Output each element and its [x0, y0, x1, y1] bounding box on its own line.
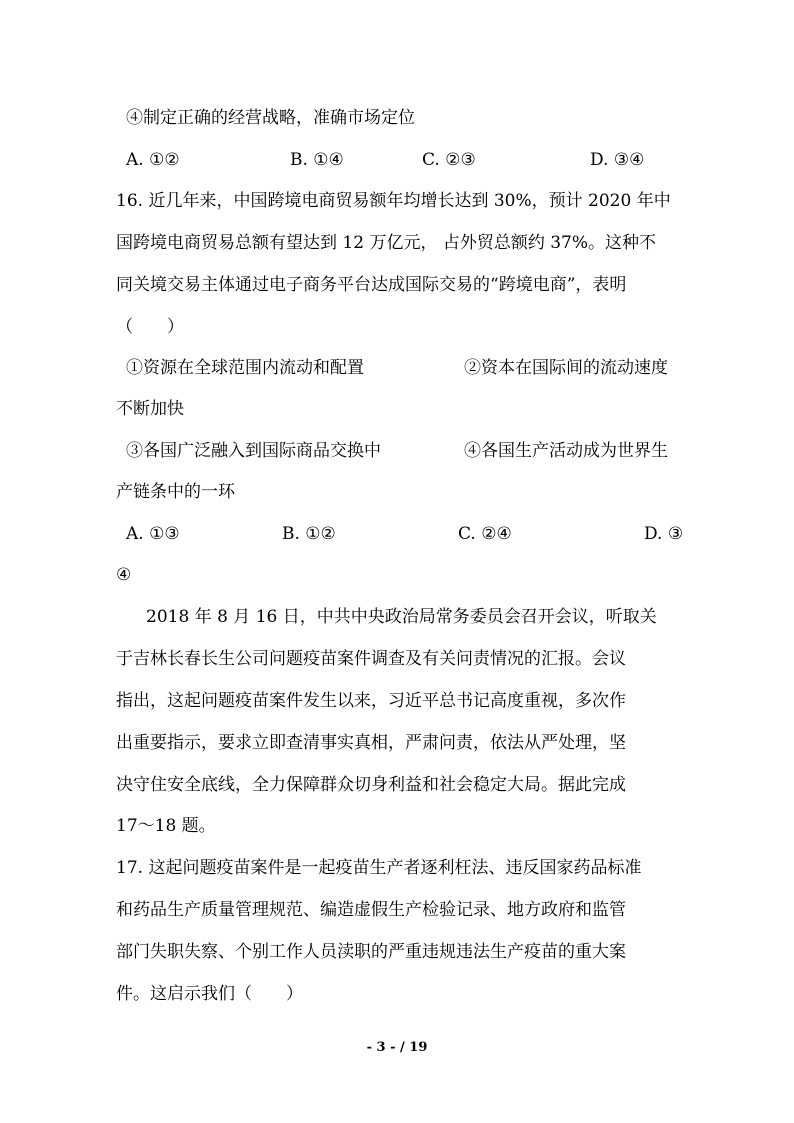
passage-line-6: 17～18 题。 [116, 816, 216, 836]
q17-stem-line-3: 部门失职失察、个别工作人员渎职的严重违规违法生产疫苗的重大案 [116, 942, 626, 962]
q16-answer-bracket: （ ） [116, 317, 184, 337]
q16-items-row-1 [126, 357, 706, 379]
passage-line-1: 2018 年 8 月 16 日，中共中央政治局常务委员会召开会议，听取关 [146, 607, 657, 627]
q16-item-1: ①资源在全球范围内流动和配置 [126, 358, 364, 378]
q16-item-3: ③各国广泛融入到国际商品交换中 [126, 441, 381, 461]
q15-option-b: B. ①④ [290, 150, 344, 170]
q16-stem-line-2: 国跨境电商贸易总额有望达到 12 万亿元， 占外贸总额约 37%。这种不 [116, 233, 657, 253]
q16-stem-line-1: 16. 近几年来，中国跨境电商贸易额年均增长达到 30%，预计 2020 年中 [116, 191, 671, 211]
q16-stem-line-3: 同关境交易主体通过电子商务平台达成国际交易的“跨境电商”，表明 [116, 275, 627, 295]
q15-option-d: D. ③④ [590, 150, 645, 170]
q16-options [126, 523, 706, 545]
q17-stem-line-2: 和药品生产质量管理规范、编造虚假生产检验记录、地方政府和监管 [116, 900, 626, 920]
passage-line-5: 决守住安全底线，全力保障群众切身利益和社会稳定大局。据此完成 [116, 775, 626, 795]
q16-item-4: ④各国生产活动成为世界生 [464, 441, 668, 461]
passage-line-2: 于吉林长春长生公司问题疫苗案件调查及有关问责情况的汇报。会议 [116, 649, 626, 669]
passage-line-3: 指出，这起问题疫苗案件发生以来，习近平总书记高度重视，多次作 [116, 691, 626, 711]
q16-option-a: A. ①③ [126, 524, 180, 544]
q16-option-d-cont: ④ [116, 565, 132, 585]
q16-option-d: D. ③ [644, 524, 684, 544]
q15-options [126, 149, 706, 171]
page-number: - 3 - / 19 [366, 1040, 428, 1055]
q17-stem-line-4: 件。这启示我们（ ） [116, 984, 303, 1004]
q16-items-row-2 [126, 440, 706, 462]
q17-stem-line-1: 17. 这起问题疫苗案件是一起疫苗生产者逐利枉法、违反国家药品标准 [116, 858, 642, 878]
q15-option-a: A. ①② [126, 150, 180, 170]
q15-option-c: C. ②③ [422, 150, 476, 170]
q16-item-2: ②资本在国际间的流动速度 [464, 358, 668, 378]
q16-item-4-cont: 产链条中的一环 [116, 482, 235, 502]
q15-item-4: ④制定正确的经营战略，准确市场定位 [126, 108, 415, 128]
q16-option-c: C. ②④ [458, 524, 512, 544]
q16-item-2-cont: 不断加快 [116, 399, 184, 419]
passage-line-4: 出重要指示，要求立即查清事实真相，严肃问责，依法从严处理，坚 [116, 733, 626, 753]
q16-option-b: B. ①② [282, 524, 336, 544]
